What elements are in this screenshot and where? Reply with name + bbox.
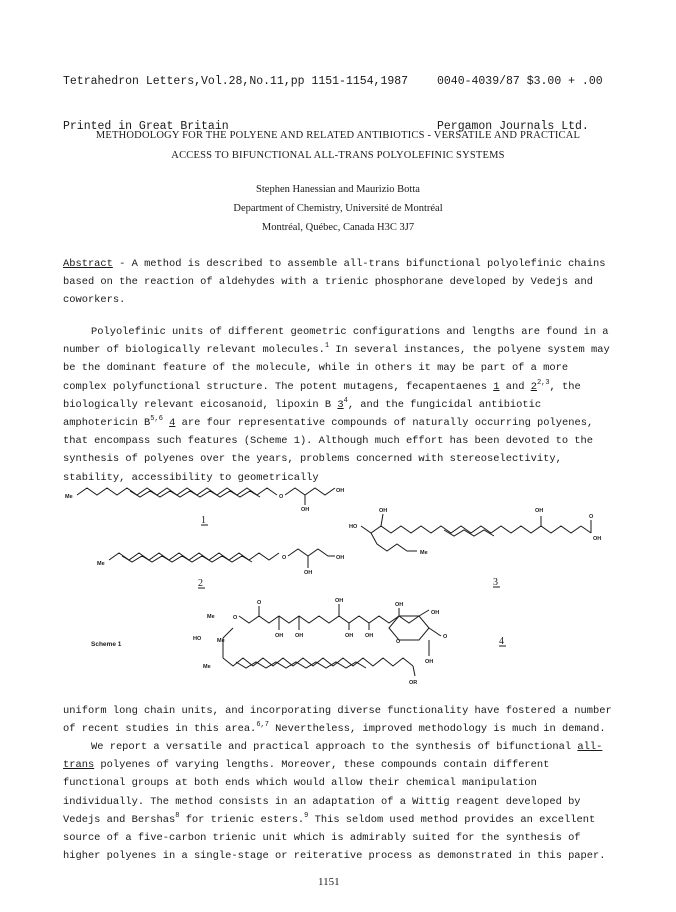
citation-ref: 8 (175, 811, 180, 820)
body-text: , and the fungicidal antibiotic amphotericin B (63, 398, 542, 430)
paper-title (0, 126, 676, 166)
atom-label: OH (379, 508, 388, 514)
approach-paragraph (63, 738, 613, 865)
compound-2-structure (97, 549, 344, 589)
abstract-text: - A method is described to assemble all-trans bifunctional polyolefinic chains based on the reaction of aldehydes with a trienic phosphorane developed by Vedejs and coworkers. (63, 258, 606, 307)
alkyl-chain (371, 533, 417, 551)
polyene-chain (361, 526, 581, 533)
side-chain (288, 549, 335, 556)
journal-citation-line: Tetrahedron Letters,Vol.28,No.11,pp 1151-1154,1987 (63, 75, 409, 88)
publisher-line: Pergamon Journals Ltd. (437, 120, 589, 133)
compound-number-2: 2 (198, 578, 203, 589)
body-text: This seldom used method provides an excellent source of a five-carbon trienic unit which is admirably suited for the synthesis of higher polyenes in a single-stage or reiterative process as demonstrated in this paper. (63, 813, 606, 863)
body-text: uniform long chain units, and incorporating diverse functionality have fostered a number of recent studies in this area. (63, 705, 612, 736)
scheme-1-figure (63, 478, 623, 700)
author-names: Stephen Hanessian and Maurizio Botta (256, 184, 420, 195)
acid-bond (581, 526, 591, 533)
emphasis-term: all-trans (63, 741, 603, 772)
body-text: Nevertheless, improved methodology is much in demand. (268, 723, 606, 736)
compound-1-structure (65, 488, 344, 526)
double-bonds (130, 491, 260, 497)
citation-ref: 1 (324, 342, 330, 351)
title-line-1: METHODOLOGY FOR THE POLYENE AND RELATED ANTIBIOTICS - VERSATILE AND PRACTICAL (95, 130, 581, 141)
body-text: for trienic esters. (179, 813, 305, 826)
atom-label: OH (304, 570, 313, 576)
atom-label: Me (65, 494, 73, 500)
compound-number-4: 4 (499, 636, 504, 647)
hydroxyl-bond (419, 610, 429, 616)
compound-4-structure (193, 598, 506, 686)
body-text: polyenes of varying lengths. Moreover, these compounds contain different functional groups at both ends which would allow their chemical manipulation individually. The method consists in an adaptation of a Wittig reagent developed by Vedejs and Bershas (63, 759, 581, 826)
atom-label: O (279, 494, 284, 500)
body-text: We report a versatile and practical approach to the synthesis of bifunctional (91, 741, 578, 753)
pyran-ring (389, 616, 429, 640)
atom-label: O (282, 555, 287, 561)
atom-label: OH (395, 602, 404, 608)
compound-3-structure (349, 508, 601, 588)
atom-label: OH (335, 598, 344, 604)
atom-label: OH (431, 610, 440, 616)
atom-label: Me (217, 638, 225, 644)
body-text: In several instances, the polyene system may be the dominant feature of the molecule, while in others it may be part of a more complex polyfunctional structure. The potent mutagens, fecapentaenes (63, 344, 610, 393)
atom-label: Me (420, 550, 428, 556)
double-bonds (236, 662, 366, 668)
author-block (0, 180, 676, 237)
atom-label: OH (275, 633, 284, 639)
atom-label: OH (593, 536, 602, 542)
compound-ref: 1 (493, 380, 500, 393)
atom-label: OH (336, 488, 345, 494)
body-text: Polyolefinic units of different geometric configurations and lengths are found in a number of biologically relevant molecules. (63, 326, 609, 357)
citation-ref: 9 (304, 811, 309, 820)
glycoside-bond (413, 666, 415, 676)
atom-label: Me (207, 614, 215, 620)
atom-label: OH (295, 633, 304, 639)
citation-ref: 5,6 (150, 415, 163, 424)
ring-bond (223, 628, 233, 638)
compound-ref: 3 (337, 398, 344, 411)
title-line-2: ACCESS TO BIFUNCTIONAL ALL-TRANS POLYOLEFINIC SYSTEMS (171, 150, 505, 161)
abstract (63, 255, 613, 310)
atom-label: OH (345, 633, 354, 639)
polyene-chain (77, 488, 277, 495)
citation-ref: 4 (343, 396, 348, 405)
atom-label: OH (425, 659, 434, 665)
polyene-chain (109, 553, 279, 560)
acid-bond (429, 628, 441, 636)
atom-label: O (257, 600, 262, 606)
atom-label: Me (97, 561, 105, 567)
compound-number-1: 1 (201, 515, 206, 526)
atom-label: O (233, 615, 238, 621)
double-bonds (122, 556, 252, 562)
atom-label: HO (349, 524, 358, 530)
atom-label: OH (365, 633, 374, 639)
atom-label: Me (203, 664, 211, 670)
compound-number-3: 3 (493, 577, 498, 588)
compound-ref: 2 (530, 380, 537, 393)
body-text: and (499, 380, 531, 393)
atom-label: OR (409, 680, 418, 686)
atom-label: O (396, 639, 401, 645)
atom-label: OH (301, 507, 310, 513)
affiliation-department: Department of Chemistry, Université de Montréal (233, 203, 443, 214)
hydroxyl-bond (381, 514, 383, 526)
atom-label: OH (535, 508, 544, 514)
scheme-label: Scheme 1 (91, 641, 122, 648)
compound-ref: 4 (169, 417, 176, 430)
body-text: are four representative compounds of naturally occurring polyenes, that encompass such features (Scheme 1). Although much effort has been devoted to the synthesis of polyenes over the years, problems concerned with stereoselectivity, stability, accessibility to geometrically (63, 417, 594, 484)
atom-label: O (443, 634, 448, 640)
printed-in-line: Printed in Great Britain (63, 120, 229, 133)
affiliation-address: Montréal, Québec, Canada H3C 3J7 (261, 222, 415, 233)
citation-ref: 2,3 (536, 378, 550, 387)
side-chain (285, 488, 335, 495)
polyol-chain (239, 616, 419, 623)
issn-price-line: 0040-4039/87 $3.00 + .00 (437, 75, 603, 88)
atom-label: OH (336, 555, 345, 561)
continuation-paragraph (63, 702, 613, 738)
citation-ref: 6,7 (256, 721, 269, 730)
abstract-label: Abstract (63, 258, 113, 270)
atom-label: HO (193, 636, 202, 642)
page-number: 1151 (318, 876, 340, 888)
atom-label: O (589, 514, 594, 520)
intro-paragraph (63, 323, 613, 487)
body-text: , the biologically relevant eicosanoid, lipoxin B (63, 380, 581, 411)
